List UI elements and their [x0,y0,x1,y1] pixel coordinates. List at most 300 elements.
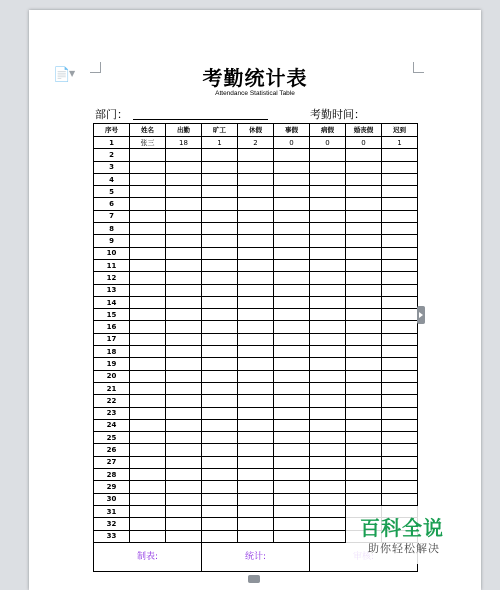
table-cell[interactable] [346,358,382,370]
table-cell[interactable] [202,395,238,407]
table-cell[interactable] [130,161,166,173]
table-cell[interactable] [274,518,310,530]
table-cell[interactable] [202,505,238,517]
table-cell[interactable] [382,284,418,296]
table-cell[interactable] [274,161,310,173]
row-number-cell: 12 [94,272,130,284]
row-number-cell: 27 [94,456,130,468]
table-cell[interactable] [202,456,238,468]
department-label: 部门： [95,108,128,121]
table-cell[interactable] [382,309,418,321]
table-cell[interactable] [130,407,166,419]
table-row [94,223,418,235]
table-cell[interactable] [310,235,346,247]
table-cell[interactable] [346,198,382,210]
table-cell[interactable] [382,444,418,456]
table-cell[interactable] [202,161,238,173]
table-cell[interactable] [238,481,274,493]
table-row [94,272,418,284]
table-cell[interactable] [310,309,346,321]
table-cell[interactable] [346,235,382,247]
table-cell[interactable] [310,530,346,542]
table-cell[interactable] [202,530,238,542]
table-cell[interactable] [346,321,382,333]
table-cell[interactable] [382,259,418,271]
table-cell[interactable] [166,198,202,210]
table-cell[interactable] [346,493,382,505]
table-cell[interactable] [274,309,310,321]
table-cell[interactable] [310,272,346,284]
table-cell[interactable] [130,198,166,210]
table-cell[interactable] [238,530,274,542]
table-cell[interactable] [202,259,238,271]
table-cell[interactable] [238,419,274,431]
table-cell[interactable] [130,518,166,530]
table-cell[interactable] [166,530,202,542]
table-row [94,247,418,259]
table-cell[interactable] [166,505,202,517]
table-cell[interactable] [130,247,166,259]
table-cell[interactable] [202,444,238,456]
table-cell[interactable] [202,247,238,259]
table-cell[interactable] [130,149,166,161]
table-cell[interactable] [346,161,382,173]
table-cell[interactable] [274,432,310,444]
table-cell[interactable] [202,469,238,481]
table-cell[interactable] [274,259,310,271]
table-cell[interactable] [166,370,202,382]
table-cell[interactable] [274,173,310,185]
table-cell[interactable] [166,296,202,308]
table-cell[interactable] [166,259,202,271]
table-cell[interactable] [382,198,418,210]
table-cell[interactable] [382,223,418,235]
table-cell[interactable] [238,223,274,235]
table-cell[interactable] [310,198,346,210]
table-cell[interactable] [382,419,418,431]
table-cell[interactable] [238,395,274,407]
bottom-scroll-handle[interactable] [248,575,260,583]
table-cell[interactable]: 0 [346,137,382,149]
table-cell[interactable] [238,346,274,358]
table-cell[interactable] [346,333,382,345]
table-cell[interactable] [274,223,310,235]
table-cell[interactable] [310,419,346,431]
table-cell[interactable] [202,235,238,247]
table-cell[interactable] [202,333,238,345]
table-cell[interactable] [202,358,238,370]
department-field-line[interactable] [133,119,268,120]
table-cell[interactable] [130,235,166,247]
table-cell[interactable] [238,493,274,505]
table-cell[interactable] [202,432,238,444]
table-cell[interactable] [382,370,418,382]
table-cell[interactable] [310,284,346,296]
table-cell[interactable] [202,284,238,296]
table-cell[interactable] [166,481,202,493]
row-number-cell: 24 [94,419,130,431]
table-cell[interactable] [346,247,382,259]
table-cell[interactable] [238,247,274,259]
table-cell[interactable] [238,210,274,222]
table-cell[interactable] [310,186,346,198]
table-cell[interactable] [382,210,418,222]
watermark-logo [346,506,466,564]
table-cell[interactable] [130,493,166,505]
table-cell[interactable] [202,309,238,321]
table-cell[interactable] [238,333,274,345]
table-cell[interactable] [382,173,418,185]
table-cell[interactable] [382,456,418,468]
table-cell[interactable] [130,173,166,185]
table-cell[interactable] [238,259,274,271]
table-cell[interactable] [130,296,166,308]
row-number-cell: 16 [94,321,130,333]
table-cell[interactable] [130,419,166,431]
table-cell[interactable] [274,370,310,382]
header-cell: 姓名 [130,124,166,137]
table-cell[interactable] [166,419,202,431]
table-cell[interactable] [382,481,418,493]
table-cell[interactable] [130,210,166,222]
table-cell[interactable] [238,456,274,468]
table-cell[interactable] [274,395,310,407]
header-cell: 休假 [238,124,274,137]
table-cell[interactable] [166,432,202,444]
table-cell[interactable] [274,469,310,481]
table-cell[interactable] [130,309,166,321]
table-cell[interactable] [346,296,382,308]
watermark-title: 百科全说 [360,516,444,540]
table-cell[interactable] [202,481,238,493]
table-row [94,370,418,382]
row-number-cell: 4 [94,173,130,185]
table-cell[interactable] [274,186,310,198]
table-cell[interactable] [274,505,310,517]
table-cell[interactable] [310,505,346,517]
table-cell[interactable] [238,198,274,210]
table-cell[interactable] [310,296,346,308]
table-cell[interactable] [130,358,166,370]
table-cell[interactable] [238,149,274,161]
table-cell[interactable] [202,149,238,161]
table-cell[interactable] [166,358,202,370]
table-cell[interactable] [310,223,346,235]
table-cell[interactable] [166,346,202,358]
table-cell[interactable] [274,456,310,468]
table-cell[interactable] [274,444,310,456]
table-cell[interactable] [310,518,346,530]
table-cell[interactable] [202,419,238,431]
table-row [94,382,418,394]
table-cell[interactable] [382,382,418,394]
table-cell[interactable] [238,518,274,530]
row-number-cell: 33 [94,530,130,542]
table-cell[interactable] [130,456,166,468]
table-cell[interactable] [238,235,274,247]
table-cell[interactable] [310,456,346,468]
table-cell[interactable] [238,272,274,284]
table-cell[interactable] [274,530,310,542]
table-cell[interactable] [310,481,346,493]
table-cell[interactable] [202,186,238,198]
row-number-cell: 7 [94,210,130,222]
table-cell[interactable] [346,309,382,321]
table-cell[interactable] [130,370,166,382]
table-cell[interactable] [202,210,238,222]
table-cell[interactable] [202,518,238,530]
table-cell[interactable] [202,272,238,284]
table-cell[interactable] [130,186,166,198]
table-cell[interactable] [274,407,310,419]
table-cell[interactable] [238,505,274,517]
table-cell[interactable] [202,493,238,505]
table-cell[interactable] [310,469,346,481]
table-cell[interactable] [346,223,382,235]
header-cell: 旷工 [202,124,238,137]
table-cell[interactable] [166,321,202,333]
table-cell[interactable] [166,444,202,456]
row-number-cell: 32 [94,518,130,530]
table-cell[interactable] [274,333,310,345]
table-cell[interactable] [130,346,166,358]
table-cell[interactable] [130,469,166,481]
table-cell[interactable] [310,432,346,444]
table-cell[interactable] [274,272,310,284]
table-cell[interactable] [238,444,274,456]
table-cell[interactable] [166,247,202,259]
row-number-cell: 2 [94,149,130,161]
table-cell[interactable] [130,321,166,333]
table-cell[interactable]: 18 [166,137,202,149]
table-cell[interactable] [130,223,166,235]
table-cell[interactable] [202,321,238,333]
table-cell[interactable] [166,333,202,345]
table-cell[interactable] [310,382,346,394]
table-cell[interactable] [346,481,382,493]
table-cell[interactable] [166,210,202,222]
table-cell[interactable] [238,284,274,296]
table-cell[interactable] [166,395,202,407]
table-cell[interactable] [310,333,346,345]
table-row [94,432,418,444]
chevron-down-icon[interactable]: ▼ [69,69,76,78]
table-cell[interactable] [238,382,274,394]
table-cell[interactable] [382,346,418,358]
table-cell[interactable] [202,296,238,308]
table-cell[interactable] [238,296,274,308]
table-cell[interactable] [202,173,238,185]
table-cell[interactable] [238,309,274,321]
table-cell[interactable] [130,333,166,345]
table-cell[interactable] [346,149,382,161]
table-cell[interactable] [310,493,346,505]
table-cell[interactable] [166,493,202,505]
table-cell[interactable] [382,407,418,419]
table-cell[interactable] [382,358,418,370]
table-cell[interactable] [130,395,166,407]
table-cell[interactable] [310,210,346,222]
table-cell[interactable] [274,296,310,308]
table-cell[interactable] [346,407,382,419]
table-cell[interactable] [238,407,274,419]
table-cell[interactable] [382,493,418,505]
table-cell[interactable] [238,370,274,382]
table-cell[interactable] [310,444,346,456]
table-cell[interactable] [202,382,238,394]
table-cell[interactable] [130,530,166,542]
table-cell[interactable]: 2 [238,137,274,149]
table-cell[interactable] [382,321,418,333]
table-cell[interactable] [382,186,418,198]
table-cell[interactable] [382,149,418,161]
table-cell[interactable] [346,456,382,468]
row-number-cell: 11 [94,259,130,271]
table-cell[interactable]: 1 [202,137,238,149]
table-cell[interactable] [166,272,202,284]
table-cell[interactable] [130,284,166,296]
table-cell[interactable]: 0 [274,137,310,149]
table-cell[interactable] [346,259,382,271]
table-cell[interactable] [346,370,382,382]
table-cell[interactable] [382,272,418,284]
side-scroll-handle[interactable] [417,306,425,324]
table-cell[interactable] [202,407,238,419]
table-cell[interactable] [130,505,166,517]
table-cell[interactable] [274,419,310,431]
table-cell[interactable] [382,333,418,345]
table-cell[interactable] [202,346,238,358]
row-number-cell: 30 [94,493,130,505]
table-cell[interactable] [346,284,382,296]
table-cell[interactable] [382,469,418,481]
document-icon[interactable]: 📄 [53,67,71,83]
table-cell[interactable] [202,198,238,210]
table-cell[interactable] [346,469,382,481]
table-cell[interactable] [130,382,166,394]
table-header-row [94,124,418,137]
table-cell[interactable] [238,186,274,198]
row-number-cell: 14 [94,296,130,308]
table-cell[interactable] [238,321,274,333]
table-cell[interactable] [310,173,346,185]
table-cell[interactable] [130,259,166,271]
row-number-cell: 19 [94,358,130,370]
table-cell[interactable] [346,272,382,284]
table-cell[interactable] [382,247,418,259]
table-row [94,321,418,333]
row-number-cell: 20 [94,370,130,382]
table-cell[interactable] [166,284,202,296]
table-cell[interactable]: 1 [382,137,418,149]
table-cell[interactable] [274,247,310,259]
table-cell[interactable] [346,432,382,444]
table-cell[interactable] [166,456,202,468]
row-number-cell: 8 [94,223,130,235]
table-cell[interactable] [346,186,382,198]
table-cell[interactable] [166,382,202,394]
table-cell[interactable] [382,432,418,444]
table-cell[interactable] [166,235,202,247]
table-cell[interactable] [274,481,310,493]
table-cell[interactable] [310,259,346,271]
table-cell[interactable] [166,173,202,185]
row-number-cell: 29 [94,481,130,493]
row-number-cell: 5 [94,186,130,198]
header-cell: 事假 [274,124,310,137]
table-cell[interactable] [274,149,310,161]
table-cell[interactable] [310,395,346,407]
table-cell[interactable] [274,210,310,222]
table-cell[interactable] [166,149,202,161]
table-cell[interactable] [346,395,382,407]
table-cell[interactable] [346,210,382,222]
table-cell[interactable] [310,149,346,161]
table-cell[interactable] [310,358,346,370]
table-cell[interactable] [382,296,418,308]
table-cell[interactable] [130,444,166,456]
table-cell[interactable] [166,186,202,198]
table-cell[interactable]: 0 [310,137,346,149]
table-cell[interactable] [166,309,202,321]
table-cell[interactable] [166,518,202,530]
table-cell[interactable] [346,346,382,358]
table-cell[interactable] [166,407,202,419]
table-cell[interactable] [130,432,166,444]
table-cell[interactable] [310,346,346,358]
table-cell[interactable] [346,444,382,456]
table-cell[interactable] [166,223,202,235]
table-cell[interactable] [310,161,346,173]
table-cell[interactable] [382,161,418,173]
table-cell[interactable] [310,407,346,419]
table-cell[interactable] [274,358,310,370]
table-cell[interactable] [310,370,346,382]
table-cell[interactable] [274,493,310,505]
table-cell[interactable] [166,469,202,481]
row-number-cell: 28 [94,469,130,481]
table-cell[interactable] [274,284,310,296]
table-cell[interactable] [382,395,418,407]
table-cell[interactable] [310,321,346,333]
table-cell[interactable] [346,173,382,185]
table-row [94,173,418,185]
table-cell[interactable] [346,419,382,431]
table-cell[interactable] [238,161,274,173]
table-cell[interactable] [274,382,310,394]
row-number-cell: 23 [94,407,130,419]
table-cell[interactable] [274,346,310,358]
table-cell[interactable] [166,161,202,173]
table-cell[interactable] [202,223,238,235]
table-cell[interactable] [382,235,418,247]
table-row [94,284,418,296]
table-cell[interactable] [238,432,274,444]
table-cell[interactable] [274,235,310,247]
table-cell[interactable] [346,382,382,394]
header-cell: 病假 [310,124,346,137]
table-cell[interactable] [238,358,274,370]
table-cell[interactable] [274,321,310,333]
table-cell[interactable] [310,247,346,259]
table-cell[interactable] [238,469,274,481]
table-cell[interactable] [130,481,166,493]
table-cell[interactable]: 张三 [130,137,166,149]
table-cell[interactable] [274,198,310,210]
table-cell[interactable] [238,173,274,185]
table-cell[interactable] [202,370,238,382]
table-cell[interactable] [130,272,166,284]
